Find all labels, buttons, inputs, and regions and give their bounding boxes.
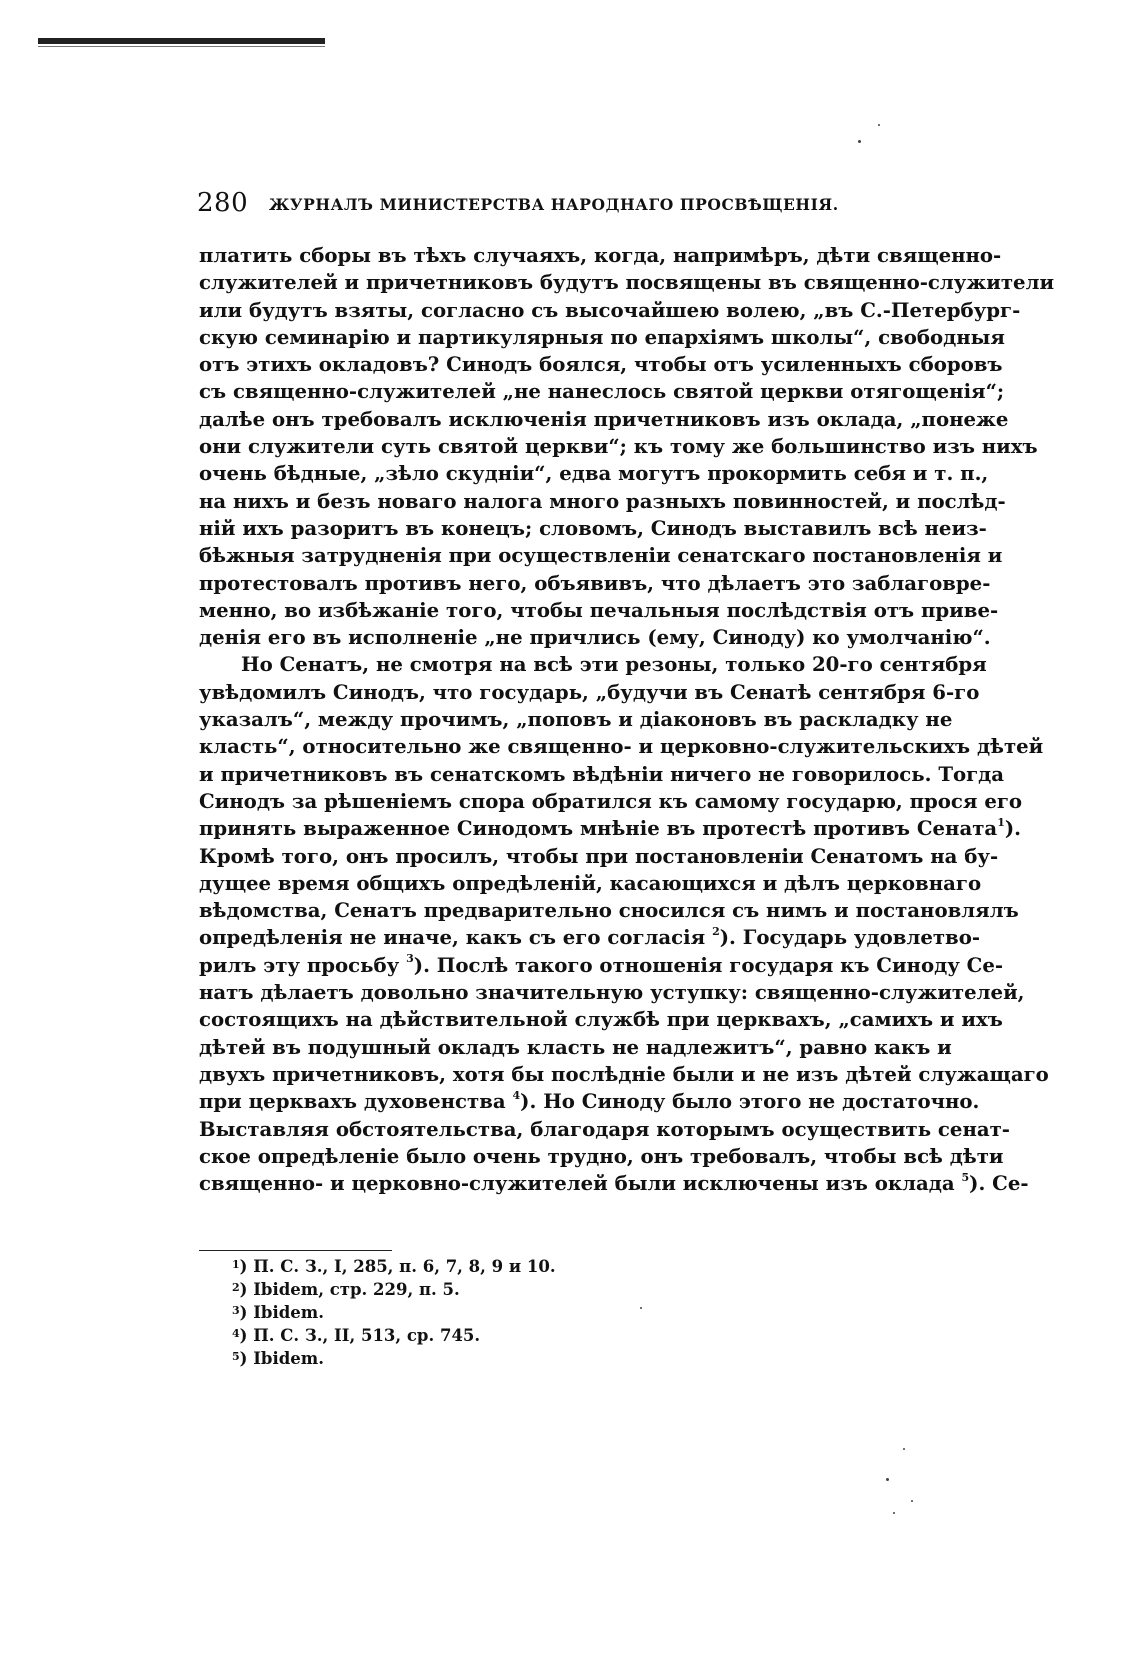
footnote-number: 5 — [232, 1350, 240, 1363]
scan-speck — [886, 1478, 889, 1481]
text-line: Выставляя обстоятельства, благодаря которымъ осуществить сенат- — [199, 1117, 1010, 1141]
text-line: на нихъ и безъ новаго налога много разныхъ повинностей, и послѣд- — [199, 489, 1006, 513]
footnote-marker[interactable]: 2 — [712, 924, 720, 938]
footnote-text: ) П. С. З., II, 513, ср. 745. — [239, 1326, 481, 1345]
text-line: скую семинарію и партикулярныя по епархіямъ школы“, свободныя — [199, 325, 1005, 349]
footnote — [232, 1301, 832, 1324]
text-segment: ). Но Синоду было этого не достаточно. — [520, 1090, 980, 1114]
footnote-marker[interactable]: 3 — [406, 952, 414, 966]
text-line: они служители суть святой церкви“; къ тому же большинство изъ нихъ — [199, 435, 1038, 459]
text-line: двухъ причетниковъ, хотя бы послѣдніе были и не изъ дѣтей служащаго — [199, 1062, 1049, 1086]
scan-speck — [893, 1512, 895, 1514]
footnote-marker[interactable]: 1 — [997, 815, 1005, 829]
scan-speck — [911, 1500, 913, 1502]
text-line: вѣдомства, Сенатъ предварительно сносился съ нимъ и постановлялъ — [199, 899, 1019, 923]
footnote-marker[interactable]: 4 — [512, 1088, 521, 1102]
page-number: 280 — [197, 188, 249, 218]
text-segment: рилъ эту просьбу — [199, 953, 400, 977]
footnote-marker[interactable]: 5 — [961, 1170, 970, 1184]
footnote — [232, 1324, 832, 1347]
body-text — [199, 242, 1055, 1197]
footnote-text: ) Ibidem. — [239, 1303, 324, 1322]
text-segment: принять выраженное Синодомъ мнѣніе въ протестѣ противъ Сената — [199, 817, 998, 841]
text-segment: при церквахъ духовенства — [199, 1090, 506, 1114]
text-segment: опредѣленія не иначе, какъ съ его согласія — [199, 926, 706, 950]
text-line — [199, 952, 1004, 979]
text-line: ское опредѣленіе было очень трудно, онъ требовалъ, чтобы всѣ дѣти — [199, 1144, 1004, 1168]
footnote-text: ) Ibidem. — [239, 1349, 324, 1368]
footnote-number: 2 — [232, 1281, 240, 1294]
text-line — [199, 815, 1022, 842]
footnote-text: ) Ibidem, стр. 229, п. 5. — [239, 1280, 460, 1299]
text-line — [199, 1170, 1029, 1197]
scan-speck — [878, 124, 880, 126]
text-line: съ священно-служителей „не нанеслось святой церкви отягощенія“; — [199, 380, 1005, 404]
text-segment: ). Се- — [969, 1172, 1029, 1196]
text-line: Кромѣ того, онъ просилъ, чтобы при постановленіи Сенатомъ на бу- — [199, 844, 999, 868]
text-line: бѣжныя затрудненія при осуществленіи сенатскаго постановленія и — [199, 544, 1003, 568]
footnotes — [232, 1255, 832, 1370]
text-line: ній ихъ разоритъ въ конецъ; словомъ, Синодъ выставилъ всѣ неиз- — [199, 516, 987, 540]
top-rule-thin — [38, 46, 325, 47]
footnote — [232, 1255, 832, 1278]
footnote-text: ) П. С. З., I, 285, п. 6, 7, 8, 9 и 10. — [239, 1257, 556, 1276]
text-line: далѣе онъ требовалъ исключенія причетниковъ изъ оклада, „понеже — [199, 407, 1009, 431]
text-line: состоящихъ на дѣйствительной службѣ при церквахъ, „самихъ и ихъ — [199, 1008, 1003, 1032]
text-line: отъ этихъ окладовъ? Синодъ боялся, чтобы отъ усиленныхъ сборовъ — [199, 353, 1003, 377]
text-line: или будутъ взяты, согласно съ высочайшею волею, „въ С.-Петербург- — [199, 298, 1021, 322]
text-line: класть“, относительно же священно- и церковно-служительскихъ дѣтей — [199, 735, 1044, 759]
text-line: увѣдомилъ Синодъ, что государь, „будучи въ Сенатѣ сентября 6-го — [199, 680, 980, 704]
footnote-number: 3 — [232, 1304, 240, 1317]
scan-speck — [903, 1448, 905, 1450]
scan-speck — [640, 1307, 642, 1309]
footnote-number: 4 — [232, 1327, 240, 1340]
text-segment: ). Государь удовлетво- — [719, 926, 981, 950]
text-line: и причетниковъ въ сенатскомъ вѣдѣніи ничего не говорилось. Тогда — [199, 762, 1005, 786]
top-rule — [38, 38, 325, 44]
running-head: ЖУРНАЛЪ МИНИСТЕРСТВА НАРОДНАГО ПРОСВѢЩЕНІЯ. — [269, 195, 839, 214]
text-line — [199, 924, 981, 951]
footnote-number: 1 — [232, 1258, 240, 1271]
footnote-rule — [199, 1250, 392, 1251]
page-header — [197, 188, 957, 222]
text-line: указалъ“, между прочимъ, „поповъ и діаконовъ въ раскладку не — [199, 708, 953, 732]
scan-speck — [858, 140, 861, 143]
text-line: служителей и причетниковъ будутъ посвящены въ священно-служители — [199, 271, 1055, 295]
text-line: менно, во избѣжаніе того, чтобы печальныя послѣдствія отъ приве- — [199, 598, 999, 622]
text-line: натъ дѣлаетъ довольно значительную уступку: священно-служителей, — [199, 981, 1025, 1005]
text-line: Синодъ за рѣшеніемъ спора обратился къ самому государю, прося его — [199, 789, 1023, 813]
text-segment: священно- и церковно-служителей были исключены изъ оклада — [199, 1172, 955, 1196]
text-line: очень бѣдные, „зѣло скудніи“, едва могутъ прокормить себя и т. п., — [199, 462, 989, 486]
footnote — [232, 1347, 832, 1370]
footnote — [232, 1278, 832, 1301]
text-segment: ). Послѣ такого отношенія государя къ Синоду Се- — [413, 953, 1004, 977]
text-line: Но Сенатъ, не смотря на всѣ эти резоны, только 20-го сентября — [241, 653, 987, 677]
text-line: дущее время общихъ опредѣленій, касающихся и дѣлъ церковнаго — [199, 871, 982, 895]
text-line: дѣтей въ подушный окладъ класть не надлежитъ“, равно какъ и — [199, 1035, 952, 1059]
text-line: платить сборы въ тѣхъ случаяхъ, когда, напримѣръ, дѣти священно- — [199, 244, 1002, 267]
text-line: денія его въ исполненіе „не причлись (ему, Синоду) ко умолчанію“. — [199, 626, 991, 650]
text-line: протестовалъ противъ него, объявивъ, что дѣлаетъ это заблаговре- — [199, 571, 991, 595]
text-segment: ). — [1004, 817, 1022, 841]
text-line — [199, 1088, 980, 1115]
